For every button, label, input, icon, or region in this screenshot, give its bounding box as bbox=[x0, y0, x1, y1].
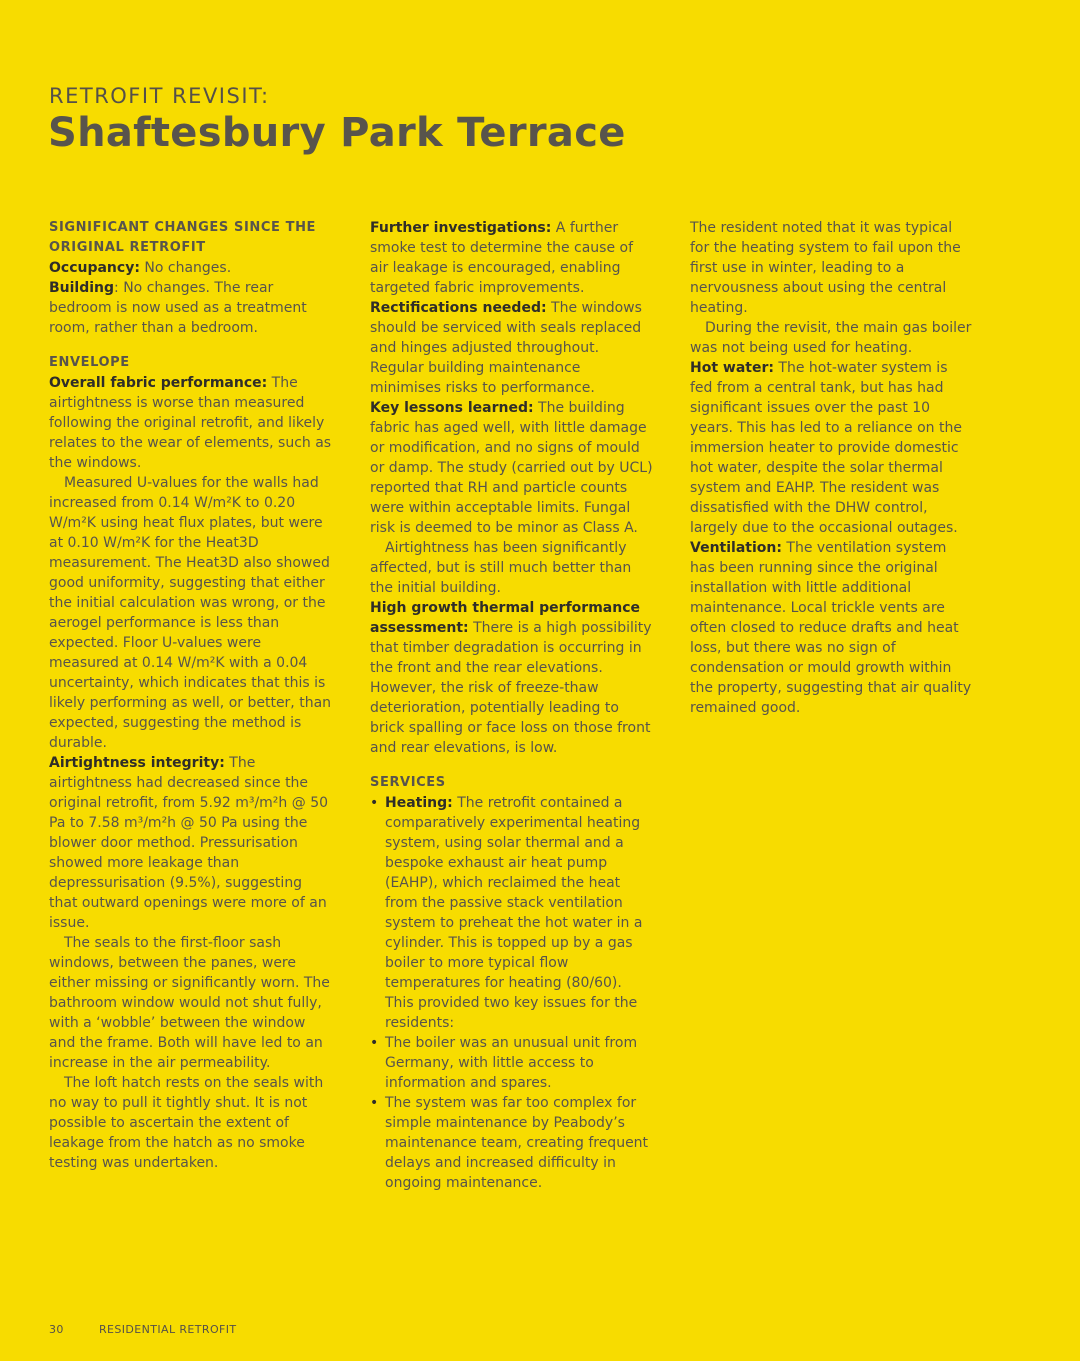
list-item: • The system was far too complex for simple maintenance by Peabody’s maintenance team, creating frequent delays and increased difficulty in ongoing maintenance. bbox=[370, 1093, 654, 1193]
heading-significant-changes: SIGNIFICANT CHANGES SINCE THE ORIGINAL RETROFIT bbox=[49, 220, 317, 255]
heating-text: The retrofit contained a comparatively experimental heating system, using solar thermal and a bespoke exhaust air heat pump (EAHP), which reclaimed the heat from the passive stack ventilation system to preheat the hot water in a cylinder. This is topped up by a gas boiler to more typical flow temperatures for heating (80/60). This provided two key issues for the residents: bbox=[385, 795, 643, 1031]
high-growth-text: There is a high possibility that timber degradation is occurring in the front and the rear elevations. However, the risk of freeze-thaw deterioration, potentially leading to brick spalling or face loss on those front and rear elevations, is low. bbox=[370, 620, 652, 756]
page-title: Shaftesbury Park Terrace bbox=[48, 110, 626, 156]
footer-section-title: RESIDENTIAL RETROFIT bbox=[99, 1323, 237, 1336]
resident-heating-paragraph: The resident noted that it was typical for the heating system to fail upon the first use in winter, leading to a nervousness about using the central heating. bbox=[690, 220, 961, 316]
heading-services: SERVICES bbox=[370, 775, 446, 790]
airtightness-label: Airtightness integrity: bbox=[49, 755, 225, 771]
ventilation-paragraph bbox=[690, 538, 974, 718]
fabric-performance-text: The airtightness is worse than measured following the original retrofit, and likely relates to the wear of elements, such as the windows. bbox=[49, 375, 332, 471]
building-text: : No changes. The rear bedroom is now used as a treatment room, rather than a bedroom. bbox=[49, 280, 307, 336]
hot-water-text: The hot-water system is fed from a central tank, but has had significant issues over the past 10 years. This has led to a reliance on the immersion heater to provide domestic hot water, despite the solar thermal system and EAHP. The resident was dissatisfied with the DHW control, largely due to the occasional outages. bbox=[690, 360, 962, 536]
key-lessons-paragraph bbox=[370, 398, 654, 538]
ventilation-label: Ventilation: bbox=[690, 540, 782, 556]
building-label: Building bbox=[49, 280, 115, 296]
occupancy-label: Occupancy: bbox=[49, 260, 140, 276]
heating-label: Heating: bbox=[385, 795, 453, 811]
airtightness-paragraph bbox=[49, 753, 333, 933]
rectifications-text: The windows should be serviced with seals replaced and hinges adjusted throughout. Regular building maintenance minimises risks to performance. bbox=[370, 300, 642, 396]
building-paragraph bbox=[49, 278, 333, 338]
column-2 bbox=[370, 218, 654, 1193]
key-lessons-text: The building fabric has aged well, with little damage or modification, and no signs of mould or damp. The study (carried out by UCL) reported that RH and particle counts were within acceptable limits. Fungal risk is deemed to be minor as Class A. bbox=[370, 400, 653, 536]
fabric-performance-paragraph bbox=[49, 373, 333, 473]
fabric-performance-label: Overall fabric performance: bbox=[49, 375, 268, 391]
seals-paragraph: The seals to the first-floor sash windows, between the panes, were either missing or significantly worn. The bathroom window would not shut fully, with a ‘wobble’ between the window and the frame. Both will have led to an increase in the air permeability. bbox=[49, 935, 330, 1071]
further-investigations-text: A further smoke test to determine the cause of air leakage is encouraged, enabling targeted fabric improvements. bbox=[370, 220, 634, 296]
airtightness-text: The airtightness had decreased since the original retrofit, from 5.92 m³/m²h @ 50 Pa to 7.58 m³/m²h @ 50 Pa using the blower door method. Pressurisation showed more leakage than depressurisation (9.5%), suggesting that outward openings were more of an issue. bbox=[49, 755, 329, 931]
column-1 bbox=[49, 218, 333, 1173]
occupancy-paragraph bbox=[49, 258, 333, 278]
page-eyebrow: RETROFIT REVISIT: bbox=[49, 84, 270, 108]
list-item bbox=[370, 793, 654, 1033]
column-3 bbox=[690, 218, 974, 718]
gas-boiler-paragraph: During the revisit, the main gas boiler was not being used for heating. bbox=[690, 320, 972, 356]
rectifications-paragraph bbox=[370, 298, 654, 398]
ventilation-text: The ventilation system has been running since the original installation with little additional maintenance. Local trickle vents are often closed to reduce drafts and heat loss, but there was no sign of condensation or mould growth within the property, suggesting that air quality remained good. bbox=[690, 540, 972, 716]
rectifications-label: Rectifications needed: bbox=[370, 300, 547, 316]
occupancy-text: No changes. bbox=[139, 260, 232, 276]
heading-envelope: ENVELOPE bbox=[49, 355, 130, 370]
further-investigations-label: Further investigations: bbox=[370, 220, 552, 236]
u-values-paragraph: Measured U-values for the walls had increased from 0.14 W/m²K to 0.20 W/m²K using heat flux plates, but were at 0.10 W/m²K for the Heat3D measurement. The Heat3D also showed good uniformity, suggesting that either the initial calculation was wrong, or the aerogel performance is less than expected. Floor U-values were measured at 0.14 W/m²K with a 0.04 uncertainty, which indicates that this is likely performing as well, or better, than expected, suggesting the method is durable. bbox=[49, 475, 332, 751]
high-growth-label: High growth thermal performance assessment: bbox=[370, 600, 640, 636]
airtightness-affected-paragraph: Airtightness has been significantly affected, but is still much better than the initial building. bbox=[370, 540, 632, 596]
hot-water-label: Hot water: bbox=[690, 360, 774, 376]
page-number: 30 bbox=[49, 1323, 64, 1336]
list-item: • The boiler was an unusual unit from Germany, with little access to information and spares. bbox=[370, 1033, 654, 1093]
services-list bbox=[370, 793, 654, 1193]
high-growth-paragraph bbox=[370, 598, 654, 758]
hot-water-paragraph bbox=[690, 358, 974, 538]
further-investigations-paragraph bbox=[370, 218, 654, 298]
loft-hatch-paragraph: The loft hatch rests on the seals with no way to pull it tightly shut. It is not possible to ascertain the extent of leakage from the hatch as no smoke testing was undertaken. bbox=[49, 1075, 324, 1171]
key-lessons-label: Key lessons learned: bbox=[370, 400, 534, 416]
